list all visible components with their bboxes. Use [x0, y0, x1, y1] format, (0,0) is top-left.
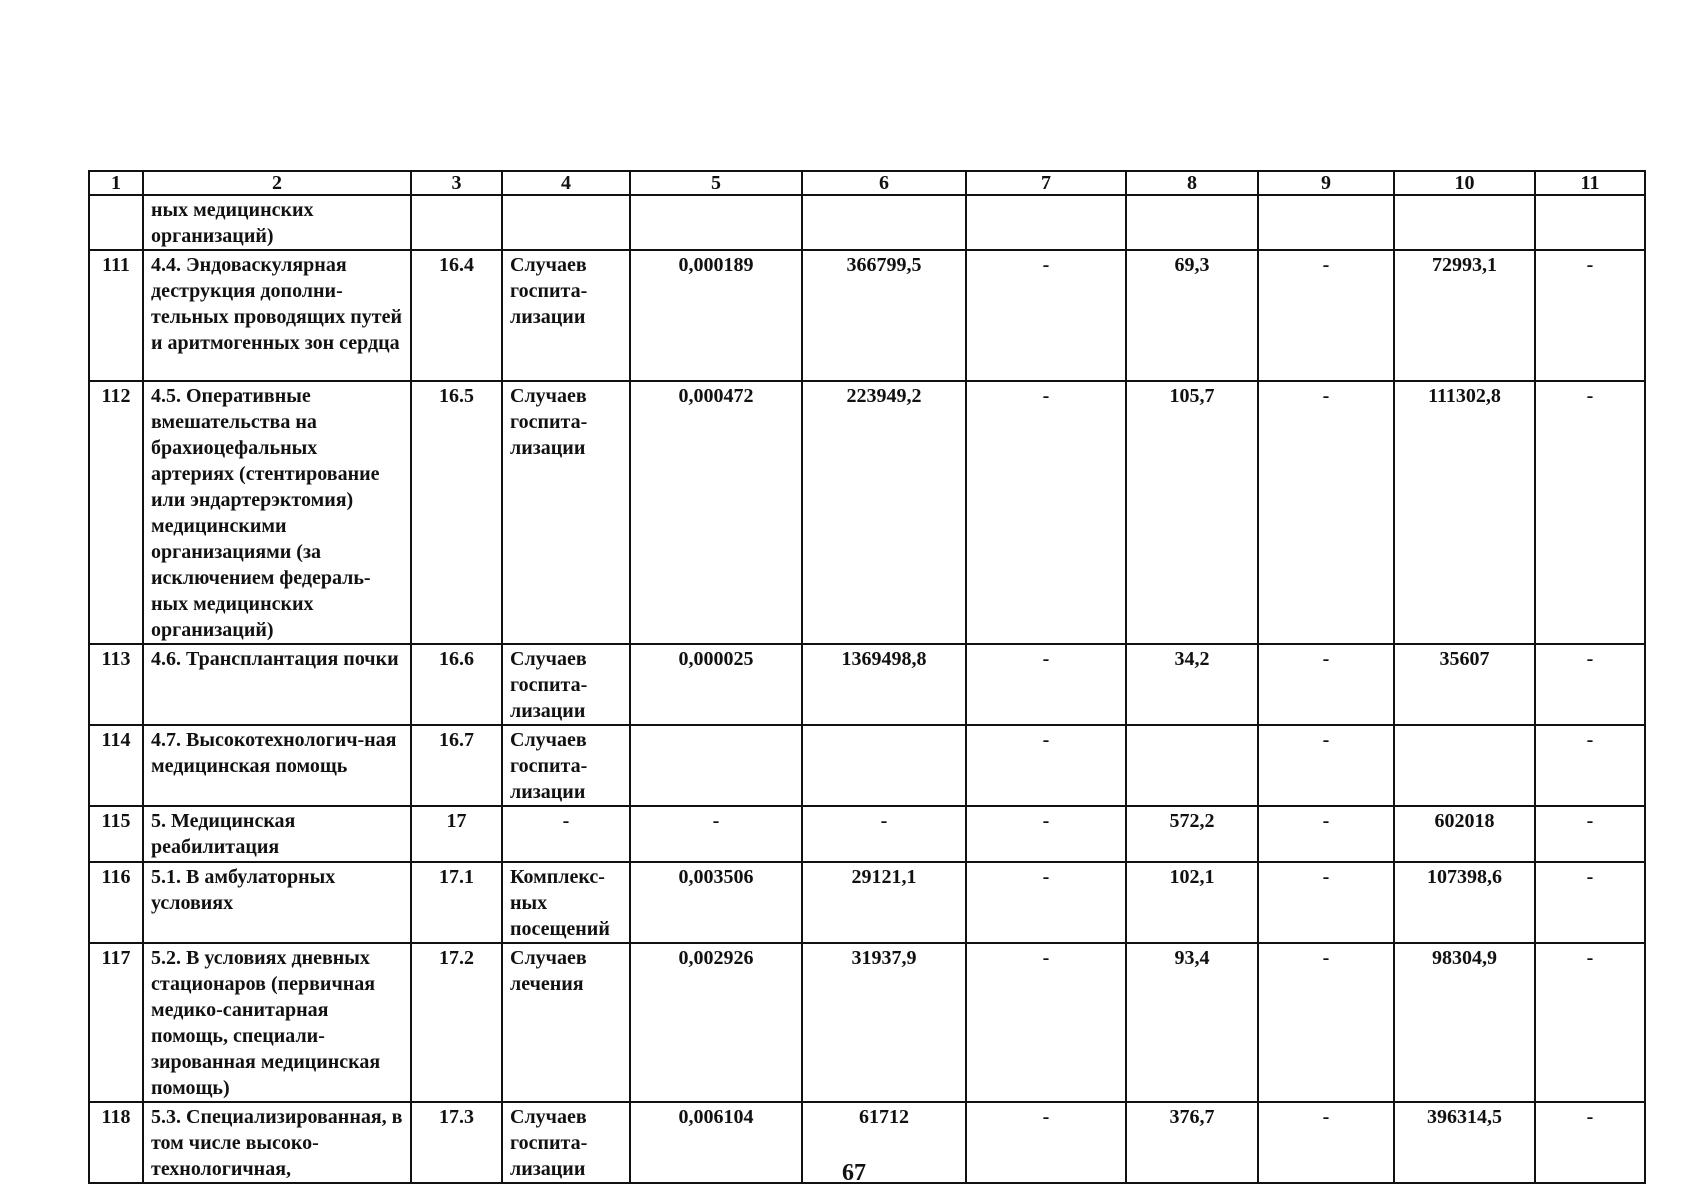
row-unit-cell [502, 195, 630, 250]
row-code-cell: 16.4 [411, 250, 502, 381]
table-row [89, 943, 1645, 1102]
value-cell: - [1535, 806, 1645, 862]
value-cell: 0,002926 [630, 943, 802, 1102]
column-header: 9 [1258, 171, 1394, 195]
value-cell [1535, 195, 1645, 250]
row-number-cell: 116 [89, 862, 143, 943]
value-cell: - [630, 806, 802, 862]
table-row [89, 381, 1645, 644]
column-header: 6 [802, 171, 966, 195]
value-cell: 29121,1 [802, 862, 966, 943]
value-cell: - [1258, 1102, 1394, 1183]
row-code-cell: 17.2 [411, 943, 502, 1102]
data-table [88, 170, 1646, 1184]
row-name-cell: 4.6. Трансплантация почки [143, 644, 411, 725]
row-name-cell: 5.1. В амбулаторных условиях [143, 862, 411, 943]
column-header: 7 [966, 171, 1126, 195]
row-code-cell: 17.1 [411, 862, 502, 943]
row-number-cell: 113 [89, 644, 143, 725]
column-header: 1 [89, 171, 143, 195]
value-cell [1126, 725, 1258, 806]
value-cell: - [1535, 943, 1645, 1102]
value-cell: - [1535, 381, 1645, 644]
value-cell: 61712 [802, 1102, 966, 1183]
column-header: 5 [630, 171, 802, 195]
value-cell: 102,1 [1126, 862, 1258, 943]
value-cell: - [966, 1102, 1126, 1183]
row-code-cell [411, 195, 502, 250]
column-header: 3 [411, 171, 502, 195]
row-name-cell: 4.4. Эндоваскулярная деструкция дополни-тельных проводящих путей и аритмогенных зон сердца [143, 250, 411, 381]
row-unit-cell: Случаев госпита-лизации [502, 381, 630, 644]
column-header: 2 [143, 171, 411, 195]
value-cell: 366799,5 [802, 250, 966, 381]
value-cell: 111302,8 [1394, 381, 1535, 644]
value-cell: 602018 [1394, 806, 1535, 862]
row-unit-cell: Комплекс-ных посещений [502, 862, 630, 943]
value-cell: 35607 [1394, 644, 1535, 725]
table-row [89, 250, 1645, 381]
value-cell: - [1258, 725, 1394, 806]
row-number-cell: 112 [89, 381, 143, 644]
value-cell: - [1535, 862, 1645, 943]
column-header: 4 [502, 171, 630, 195]
row-number-cell: 114 [89, 725, 143, 806]
value-cell: 396314,5 [1394, 1102, 1535, 1183]
value-cell: - [1535, 250, 1645, 381]
column-number-row [89, 171, 1645, 195]
table-row [89, 644, 1645, 725]
row-name-cell: 5.3. Специализированная, в том числе высоко-технологичная, [143, 1102, 411, 1183]
value-cell: 107398,6 [1394, 862, 1535, 943]
value-cell: 72993,1 [1394, 250, 1535, 381]
value-cell: - [1258, 644, 1394, 725]
value-cell: - [966, 725, 1126, 806]
row-code-cell: 16.6 [411, 644, 502, 725]
row-unit-cell: - [502, 806, 630, 862]
value-cell: - [1535, 644, 1645, 725]
value-cell [1126, 195, 1258, 250]
row-number-cell: 118 [89, 1102, 143, 1183]
value-cell: - [802, 806, 966, 862]
value-cell: - [966, 644, 1126, 725]
value-cell: 31937,9 [802, 943, 966, 1102]
table-row [89, 806, 1645, 862]
row-number-cell [89, 195, 143, 250]
value-cell: - [1258, 381, 1394, 644]
value-cell: - [1535, 1102, 1645, 1183]
column-header: 8 [1126, 171, 1258, 195]
value-cell [1258, 195, 1394, 250]
row-code-cell: 17.3 [411, 1102, 502, 1183]
value-cell: 98304,9 [1394, 943, 1535, 1102]
row-number-cell: 115 [89, 806, 143, 862]
row-name-cell: 5.2. В условиях дневных стационаров (первичная медико-санитарная помощь, специали-зированная медицинская помощь) [143, 943, 411, 1102]
value-cell [802, 725, 966, 806]
row-name-cell: 5. Медицинская реабилитация [143, 806, 411, 862]
value-cell: - [1535, 725, 1645, 806]
column-header: 10 [1394, 171, 1535, 195]
document-page [88, 170, 1644, 1184]
value-cell: 93,4 [1126, 943, 1258, 1102]
value-cell: 0,000472 [630, 381, 802, 644]
value-cell: - [966, 381, 1126, 644]
value-cell: 105,7 [1126, 381, 1258, 644]
value-cell: 69,3 [1126, 250, 1258, 381]
row-code-cell: 17 [411, 806, 502, 862]
value-cell [966, 195, 1126, 250]
row-unit-cell: Случаев лечения [502, 943, 630, 1102]
value-cell: - [1258, 862, 1394, 943]
value-cell [1394, 195, 1535, 250]
row-name-cell: 4.5. Оперативные вмешательства на брахиоцефальных артериях (стентирование или эндартерэктомия) медицинскими организациями (за исключением федераль-ных медицинских организаций) [143, 381, 411, 644]
value-cell: - [966, 943, 1126, 1102]
row-unit-cell: Случаев госпита-лизации [502, 644, 630, 725]
row-unit-cell: Случаев госпита-лизации [502, 725, 630, 806]
value-cell: - [966, 862, 1126, 943]
value-cell [630, 725, 802, 806]
value-cell: - [1258, 943, 1394, 1102]
value-cell: 376,7 [1126, 1102, 1258, 1183]
value-cell: 0,000189 [630, 250, 802, 381]
value-cell: - [966, 806, 1126, 862]
row-code-cell: 16.7 [411, 725, 502, 806]
value-cell [630, 195, 802, 250]
column-header: 11 [1535, 171, 1645, 195]
value-cell: - [1258, 250, 1394, 381]
row-unit-cell: Случаев госпита-лизации [502, 250, 630, 381]
row-name-cell: 4.7. Высокотехнологич-ная медицинская помощь [143, 725, 411, 806]
page-number: 67 [842, 1160, 866, 1186]
value-cell: 0,000025 [630, 644, 802, 725]
row-number-cell: 111 [89, 250, 143, 381]
row-code-cell: 16.5 [411, 381, 502, 644]
value-cell: 0,006104 [630, 1102, 802, 1183]
row-number-cell: 117 [89, 943, 143, 1102]
table-row [89, 725, 1645, 806]
value-cell: 223949,2 [802, 381, 966, 644]
value-cell: 1369498,8 [802, 644, 966, 725]
value-cell: - [966, 250, 1126, 381]
table-row [89, 862, 1645, 943]
value-cell: - [1258, 806, 1394, 862]
row-name-cell: ных медицинских организаций) [143, 195, 411, 250]
value-cell [1394, 725, 1535, 806]
value-cell: 0,003506 [630, 862, 802, 943]
row-unit-cell: Случаев госпита-лизации [502, 1102, 630, 1183]
table-row [89, 195, 1645, 250]
value-cell: 572,2 [1126, 806, 1258, 862]
value-cell: 34,2 [1126, 644, 1258, 725]
value-cell [802, 195, 966, 250]
